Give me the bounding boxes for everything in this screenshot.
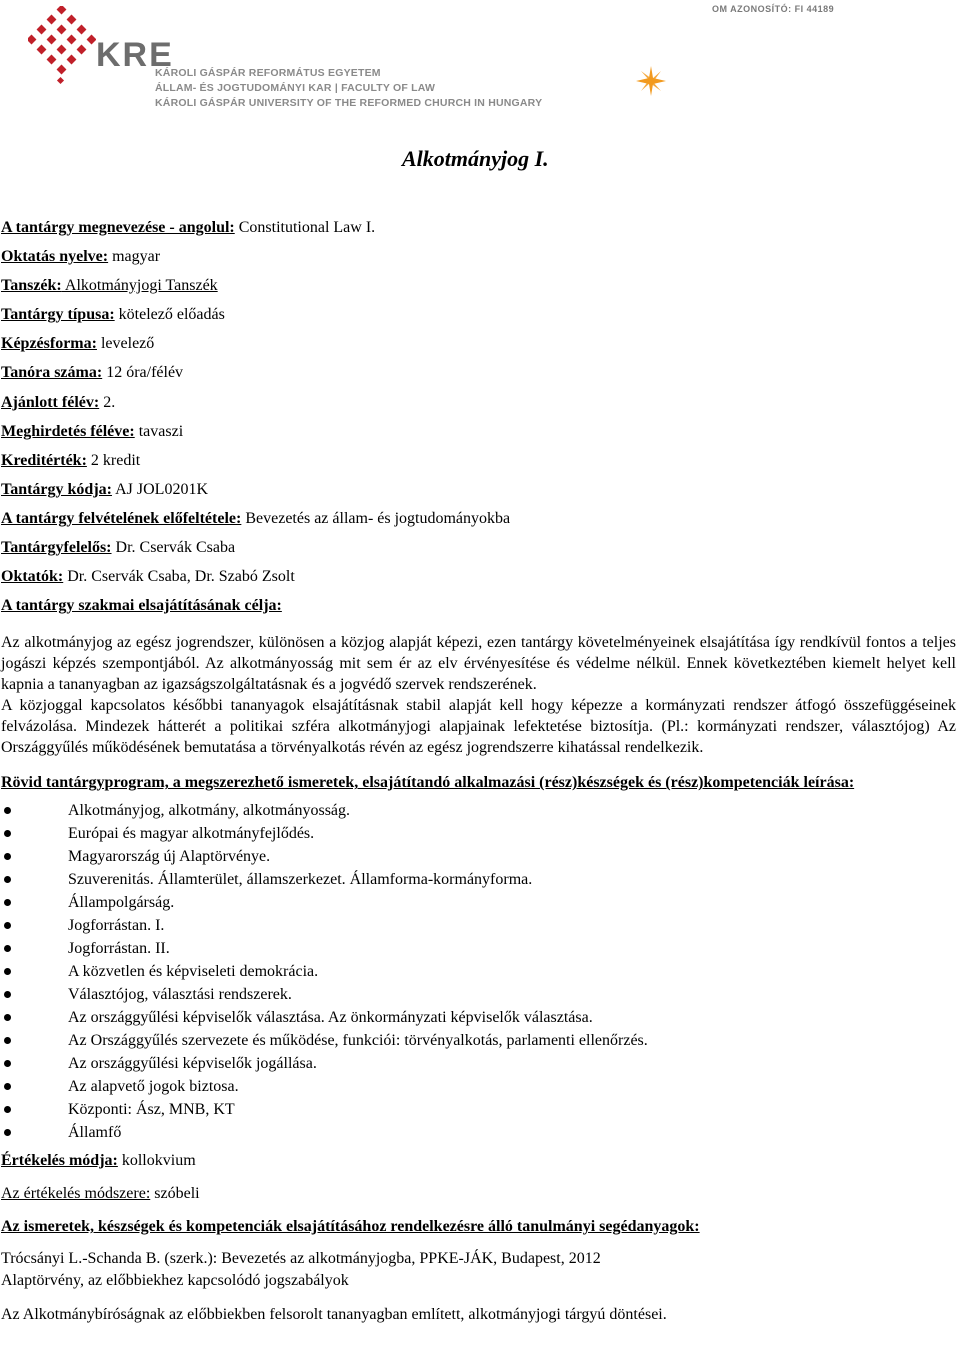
document-title: Alkotmányjog I. [402,146,549,171]
field-announcement-semester: Meghirdetés féléve: tavaszi [1,422,184,440]
university-name [155,66,542,111]
resource-item: Trócsányi L.-Schanda B. (szerk.): Bevezetés az alkotmányjogba, PPKE-JÁK, Budapest, 2012 [1,1250,601,1268]
list-item: Az Országgyűlés szervezete és működése, funkciói: törvényalkotás, parlamenti ellenőrzés. [1,1029,956,1052]
constitutional-court-note: Az Alkotmánybíróságnak az előbbiekben felsorolt tananyagban említett, alkotmányjogi tárgyú döntései. [1,1306,667,1324]
bullet-icon [4,945,11,952]
faculty-name: ÁLLAM- ÉS JOGTUDOMÁNYI KAR | FACULTY OF LAW [155,82,436,94]
list-item: Európai és magyar alkotmányfejlődés. [1,822,956,845]
resource-item: Alaptörvény, az előbbiekhez kapcsolódó jogszabályok [1,1272,349,1290]
university-name-en: KÁROLI GÁSPÁR UNIVERSITY OF THE REFORMED CHURCH IN HUNGARY [155,97,543,109]
bullet-icon [4,968,11,975]
list-item: Jogforrástan. I. [1,914,956,937]
resources-heading: Az ismeretek, készségek és kompetenciák elsajátításához rendelkezésre álló tanulmányi segédanyagok: [1,1218,700,1236]
list-item: Központi: Ász, MNB, KT [1,1098,956,1121]
field-training-form: Képzésforma: levelező [1,335,155,353]
list-item: Államfő [1,1121,956,1144]
bullet-icon [4,876,11,883]
bullet-icon [4,830,11,837]
list-item: Az országgyűlési képviselők jogállása. [1,1052,956,1075]
field-credit: Kreditérték: 2 kredit [1,451,141,469]
bullet-icon [4,1037,11,1044]
list-item: Az alapvető jogok biztosa. [1,1075,956,1098]
list-item: Az országgyűlési képviselők választása. Az önkormányzati képviselők választása. [1,1006,956,1029]
star-icon [636,66,666,96]
bullet-icon [4,1014,11,1021]
kre-logo-icon [28,6,96,96]
field-recommended-semester: Ajánlott félév: 2. [1,393,116,411]
bullet-icon [4,1129,11,1136]
bullet-icon [4,922,11,929]
page-header [0,0,960,120]
bullet-icon [4,1106,11,1113]
field-department: Tanszék: Alkotmányjogi Tanszék [1,277,218,295]
goal-paragraph-1: Az alkotmányjog az egész jogrendszer, különösen a közjog alapját képezi, ezen tantárgy követelményeinek elsajátítása így rendkívül fontos a teljes jogászi képzés szempontjából. Az alkotmányosság mit sem ér az elv érvényesítése és védelme nélkül. Ennek következtében kiemelt helyet kell kapnia a tananyagban az igazságszolgáltatásnak és a jogvédő szervek rendszerének. [1,634,956,694]
course-description [1,216,956,1326]
list-item: Magyarország új Alaptörvénye. [1,845,956,868]
list-item: Alkotmányjog, alkotmány, alkotmányosság. [1,799,956,822]
field-language: Oktatás nyelve: magyar [1,248,161,266]
field-english-name: A tantárgy megnevezése - angolul: Constitutional Law I. [1,219,376,236]
topic-list [1,799,956,1144]
bullet-icon [4,807,11,814]
field-responsible: Tantárgyfelelős: Dr. Cservák Csaba [1,539,236,557]
kre-logo-text: KRE [96,36,174,74]
bullet-icon [4,1060,11,1067]
list-item: Jogforrástan. II. [1,937,956,960]
field-prerequisite: A tantárgy felvételének előfeltétele: Bevezetés az állam- és jogtudományokba [1,509,511,527]
bullet-icon [4,1083,11,1090]
bullet-icon [4,899,11,906]
goal-paragraph [1,632,956,758]
goal-paragraph-2: A közjoggal kapcsolatos későbbi tananyagok elsajátításnak stabil alapját kell hogy képezze a kormányzati rendszer átfogó összefüggéseinek felvázolása. Mindezek hátterét a politikai szféra alkotmányjogi alapjainak lefektetése biztosítja. (Pl.: kormányzati rendszer, választójog) Az Országgyűlés működésének bemutatása a törvényalkotás révén az egész jogrendszerre kihatással rendelkezik. [1,697,956,757]
list-item: Választójog, választási rendszerek. [1,983,956,1006]
university-name-hu: KÁROLI GÁSPÁR REFORMÁTUS EGYETEM [155,67,381,79]
list-item: Állampolgárság. [1,891,956,914]
field-course-code: Tantárgy kódja: AJ JOL0201K [1,480,208,498]
evaluation-method: Az értékelés módszere: szóbeli [1,1185,200,1203]
bullet-icon [4,853,11,860]
field-instructors: Oktatók: Dr. Cservák Csaba, Dr. Szabó Zsolt [1,568,295,586]
om-identifier: OM AZONOSÍTÓ: FI 44189 [712,4,835,14]
field-hours: Tanóra száma: 12 óra/félév [1,364,184,382]
field-goal-heading: A tantárgy szakmai elsajátításának célja: [1,597,282,615]
evaluation-type: Értékelés módja: kollokvium [1,1152,196,1170]
bullet-icon [4,991,11,998]
field-course-type: Tantárgy típusa: kötelező előadás [1,306,225,324]
list-item: Szuverenitás. Államterület, államszerkezet. Államforma-kormányforma. [1,868,956,891]
program-heading: Rövid tantárgyprogram, a megszerezhető ismeretek, elsajátítandó alkalmazási (rész)készségek és (rész)kompetenciák leírása: [1,774,855,792]
field-list [1,216,956,623]
list-item: A közvetlen és képviseleti demokrácia. [1,960,956,983]
